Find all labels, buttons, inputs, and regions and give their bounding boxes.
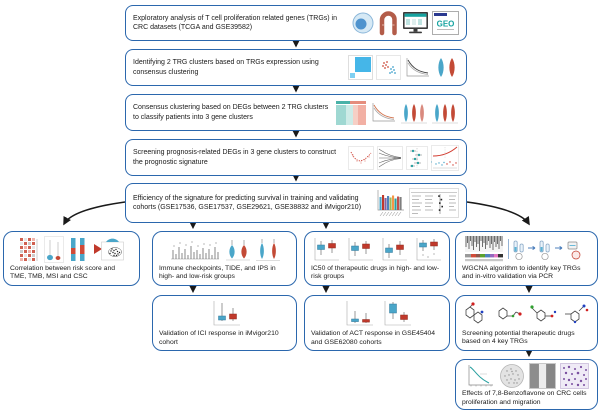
wound-healing-icon [529, 363, 556, 389]
branch-box-ici-validation [152, 295, 297, 351]
branch-box-drug-screening [455, 295, 598, 351]
box-text: Correlation between risk score and TME, TMB, MSI and CSC [10, 264, 116, 281]
boxplot-pair-icon [311, 236, 341, 263]
correlation-heatmap-icon [18, 236, 40, 263]
branch-box-immune-checkpoints [152, 231, 297, 286]
icon-row [462, 235, 591, 264]
icon-row [311, 299, 443, 329]
chemical-structure-icon [461, 301, 491, 327]
checkpoint-boxplots-icon [169, 236, 221, 263]
icon-row [348, 55, 459, 80]
violin-group-icon [400, 100, 428, 126]
boxplot-pair-icon [345, 236, 375, 263]
violin-group-icon [431, 100, 459, 126]
arrow-curve-left-icon [64, 202, 125, 224]
violin-thin-icon [44, 236, 64, 263]
dose-response-curve-icon [465, 363, 495, 389]
branch-box-risk-correlation [3, 231, 140, 286]
flow-box-exploratory-analysis [125, 5, 467, 41]
chemical-structure-icon [495, 301, 525, 327]
boxplot-pair-icon [341, 299, 375, 329]
boxplot-pair-icon [379, 236, 409, 263]
stacked-bars-icon [68, 236, 88, 263]
consensus-matrix-icon [348, 55, 373, 80]
box-text: WGCNA algorithm to identify key TRGs and in-vitro validation via PCR [462, 264, 581, 281]
wgcna-dendrogram-icon [464, 235, 504, 263]
lasso-cv-icon [348, 146, 374, 170]
boxplot-pair-icon [208, 299, 242, 329]
box-text: Identifying 2 TRG clusters based on TRGs expression using consensus clustering [133, 59, 319, 76]
chemical-structure-icon [529, 301, 559, 327]
box-text: Screening potential therapeutic drugs based on 4 key TRGs [462, 329, 575, 346]
box-text: Efficiency of the signature for predicting survival in training and validating cohorts (GSE17536, GSE17537, GSE29621, GSE38832 and iMvigor210) [133, 194, 362, 211]
cell-icon [352, 11, 374, 35]
box-text: Exploratory analysis of T cell proliferation related genes (TRGs) in CRC datasets (TCGA and GSE39582) [133, 14, 337, 31]
chemical-structure-icon [563, 301, 593, 327]
flow-box-survival-efficiency [125, 183, 467, 223]
tsne-scatter-icon [376, 55, 401, 80]
cindex-bars-icon [374, 188, 406, 218]
box-text: Immune checkpoints, TIDE, and IPS in high- and low-risk groups [159, 264, 276, 281]
icon-row [352, 10, 459, 36]
branch-box-benzoflavone-effects [455, 359, 598, 410]
icon-row [462, 299, 591, 329]
flow-box-gene-clusters [125, 94, 467, 131]
branch-box-ic50-drugs [304, 231, 450, 286]
branch-box-wgcna-pcr [455, 231, 598, 286]
lasso-coefficients-icon [377, 146, 403, 170]
arrow-curve-right-icon [467, 202, 529, 224]
icon-row [159, 235, 290, 264]
box-text: Effects of 7,8-Benzoflavone on CRC cells proliferation and migration [462, 390, 587, 406]
colony-assay-icon [499, 363, 525, 389]
cdf-curves-icon [370, 101, 397, 124]
box-text: Consensus clustering based on DEGs between 2 TRG clusters to classify patients into 3 gene clusters [133, 104, 329, 121]
tcga-portal-icon [402, 11, 429, 35]
boxplot-pair-icon [379, 299, 413, 329]
flow-cytometry-icon [92, 236, 125, 263]
flow-box-prognostic-signature [125, 139, 467, 176]
pcr-workflow-icon [508, 235, 590, 263]
box-text: Validation of ACT response in GSE45404 and GSE62080 cohorts [311, 330, 436, 346]
geo-logo-text: GEO [436, 19, 455, 29]
icon-row [348, 145, 459, 171]
box-text: Validation of ICI response in iMvigor210 cohort [159, 330, 279, 346]
transwell-migration-icon [560, 363, 589, 389]
flow-box-trg-clusters [125, 49, 467, 86]
deg-heatmap-icon [335, 100, 367, 126]
icon-row [311, 235, 443, 264]
icon-row [159, 299, 290, 329]
colon-icon [377, 10, 399, 36]
cdf-curves-icon [404, 56, 431, 79]
violin-pair-icon [225, 236, 251, 263]
branch-box-act-validation [304, 295, 450, 351]
icon-row [335, 100, 459, 126]
icon-row [10, 235, 133, 264]
icon-row [374, 188, 459, 218]
box-text: IC50 of therapeutic drugs in high- and low-risk groups [311, 264, 440, 281]
forest-table-icon [409, 188, 459, 218]
box-text: Screening prognosis-related DEGs in 3 gene clusters to construct the prognostic signature [133, 149, 337, 166]
icon-row [462, 363, 591, 389]
forest-dots-icon [406, 146, 428, 170]
geo-logo [432, 11, 459, 35]
violin-pair-icon [255, 236, 281, 263]
violin-pair-icon [434, 55, 459, 80]
boxplot-pair-icon [413, 236, 443, 263]
risk-curve-icon [431, 145, 459, 171]
